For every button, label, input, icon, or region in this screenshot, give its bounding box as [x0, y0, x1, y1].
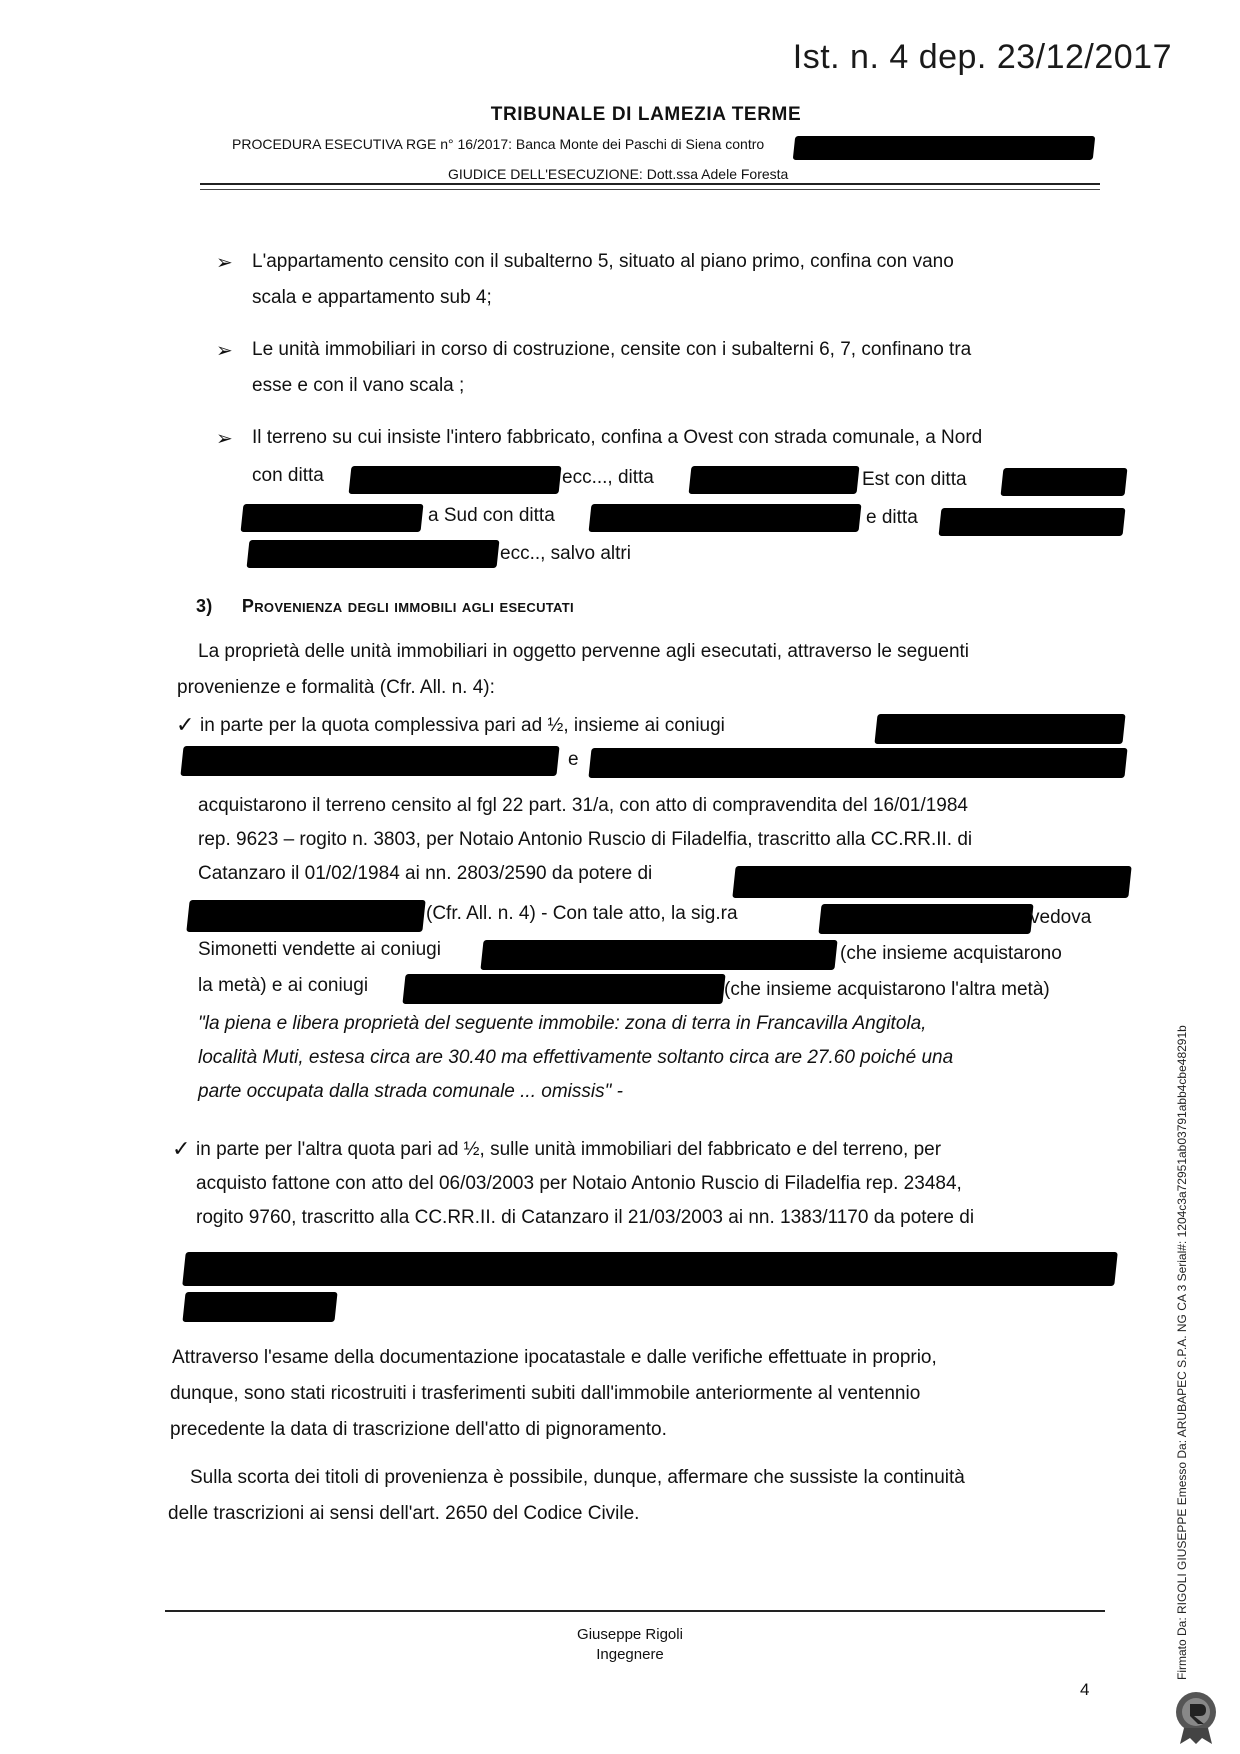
bullet-text: scala e appartamento sub 4;: [252, 287, 492, 308]
item-text: (che insieme acquistarono: [840, 943, 1062, 964]
judge-line: GIUDICE DELL'ESECUZIONE: Dott.ssa Adele Foresta: [448, 166, 789, 182]
procedure-line: PROCEDURA ESECUTIVA RGE n° 16/2017: Banca Monte dei Paschi di Siena contro: [232, 136, 765, 152]
digital-signature-strip: Firmato Da: RIGOLI GIUSEPPE Emesso Da: ARUBAPEC S.P.A. NG CA 3 Serial#: 1204c3a72951ab03791abb4cbe48291b: [1175, 1025, 1189, 1680]
item-text: e: [568, 749, 579, 770]
paragraph-text: dunque, sono stati ricostruiti i trasferimenti subiti dall'immobile anteriormente al ventennio: [170, 1383, 921, 1404]
bullet-text: Il terreno su cui insiste l'intero fabbricato, confina a Ovest con strada comunale, a Nord: [252, 427, 983, 448]
paragraph-text: delle trascrizioni ai sensi dell'art. 2650 del Codice Civile.: [168, 1503, 640, 1524]
court-title: TRIBUNALE DI LAMEZIA TERME: [490, 104, 802, 125]
bullet-text: ecc..., ditta: [562, 467, 654, 488]
intro-text: provenienze e formalità (Cfr. All. n. 4):: [177, 677, 495, 698]
arrow-bullet-icon: ➢: [216, 428, 233, 450]
redaction: [939, 508, 1126, 536]
bullet-text: L'appartamento censito con il subalterno 5, situato al piano primo, confina con vano: [252, 251, 954, 272]
redaction: [180, 746, 559, 776]
bullet-text: e ditta: [866, 507, 918, 528]
bullet-text: esse e con il vano scala ;: [252, 375, 465, 396]
footer-rule: [165, 1610, 1105, 1612]
redaction: [182, 1292, 337, 1322]
redaction: [247, 540, 500, 568]
author-role: Ingegnere: [596, 1646, 664, 1663]
header-rule: [200, 183, 1100, 185]
item-text: vedova: [1030, 907, 1092, 928]
bullet-text: con ditta: [252, 465, 324, 486]
redaction: [402, 974, 725, 1004]
quote-text: località Muti, estesa circa are 30.40 ma effettivamente soltanto circa are 27.60 poiché una: [198, 1047, 954, 1068]
redaction: [689, 466, 860, 494]
item-text: Simonetti vendette ai coniugi: [198, 939, 441, 960]
page-number: 4: [1080, 1680, 1090, 1699]
item-text: in parte per la quota complessiva pari ad ½, insieme ai coniugi: [200, 715, 725, 736]
paragraph-text: precedente la data di trascrizione dell'atto di pignoramento.: [170, 1419, 667, 1440]
intro-text: La proprietà delle unità immobiliari in oggetto pervenne agli esecutati, attraverso le seguenti: [198, 641, 970, 662]
item-text: rogito 9760, trascritto alla CC.RR.II. di Catanzaro il 21/03/2003 ai nn. 1383/1170 da potere di: [196, 1207, 975, 1228]
redaction: [589, 504, 862, 532]
bullet-text: Est con ditta: [862, 469, 967, 490]
check-mark-icon: ✓: [172, 1136, 191, 1161]
redaction: [732, 866, 1131, 898]
paragraph-text: Sulla scorta dei titoli di provenienza è possibile, dunque, affermare che sussiste la continuità: [190, 1467, 965, 1488]
arrow-bullet-icon: ➢: [216, 252, 233, 274]
bullet-text: ecc.., salvo altri: [500, 543, 631, 564]
redaction: [241, 504, 424, 532]
check-mark-icon: ✓: [176, 712, 195, 737]
item-text: rep. 9623 – rogito n. 3803, per Notaio Antonio Ruscio di Filadelfia, trascritto alla CC.RR.II. di: [198, 829, 973, 850]
item-text: acquistarono il terreno censito al fgl 22 part. 31/a, con atto di compravendita del 16/01/1984: [198, 795, 968, 816]
item-text: Catanzaro il 01/02/1984 ai nn. 2803/2590 da potere di: [198, 863, 653, 884]
bullet-text: a Sud con ditta: [428, 505, 555, 526]
redaction: [818, 904, 1033, 934]
paragraph-text: Attraverso l'esame della documentazione ipocatastale e dalle verifiche effettuate in proprio,: [172, 1347, 937, 1368]
arrow-bullet-icon: ➢: [216, 340, 233, 362]
item-text: (che insieme acquistarono l'altra metà): [724, 979, 1050, 1000]
item-text: la metà) e ai coniugi: [198, 975, 369, 996]
redaction: [480, 940, 837, 970]
seal-icon: [1170, 1688, 1222, 1744]
item-text: (Cfr. All. n. 4) - Con tale atto, la sig.ra: [426, 903, 738, 924]
redaction: [182, 1252, 1118, 1286]
item-text: in parte per l'altra quota pari ad ½, sulle unità immobiliari del fabbricato e del terreno, per: [196, 1139, 942, 1160]
redaction: [186, 900, 425, 932]
section-title: Provenienza degli immobili agli esecutati: [241, 596, 574, 616]
section-heading: [196, 596, 574, 617]
section-number: 3): [196, 596, 213, 616]
redaction: [1001, 468, 1128, 496]
header-rule-thin: [200, 189, 1100, 190]
item-text: acquisto fattone con atto del 06/03/2003 per Notaio Antonio Ruscio di Filadelfia rep. 23484,: [196, 1173, 962, 1194]
redaction: [793, 136, 1096, 160]
redaction: [349, 466, 562, 494]
redaction: [874, 714, 1125, 744]
bullet-text: Le unità immobiliari in corso di costruzione, censite con i subalterni 6, 7, confinano tra: [252, 339, 972, 360]
quote-text: "la piena e libera proprietà del seguente immobile: zona di terra in Francavilla Angitola,: [198, 1013, 927, 1034]
quote-text: parte occupata dalla strada comunale ... omissis" -: [198, 1081, 623, 1102]
deposit-stamp: Ist. n. 4 dep. 23/12/2017: [792, 38, 1172, 76]
redaction: [588, 748, 1127, 778]
author-name: Giuseppe Rigoli: [577, 1626, 683, 1643]
